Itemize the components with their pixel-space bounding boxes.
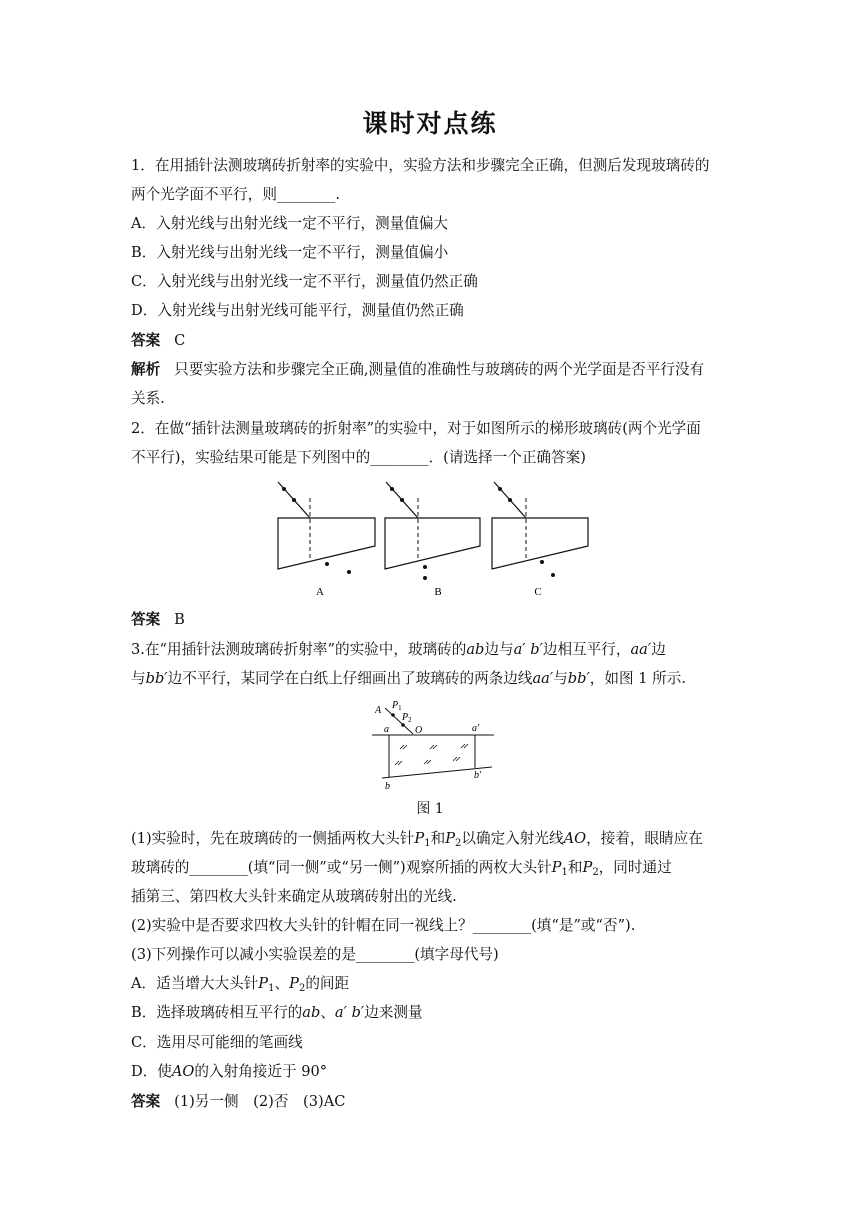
figure-caption: 图 1 [416, 801, 444, 817]
ray-ao: AO [171, 1063, 195, 1080]
pin-p1: P [258, 975, 269, 992]
subscript: 2 [455, 838, 462, 849]
pin-p2: P [445, 830, 456, 847]
q2-stem-line2: 不平行)，实验结果可能是下列图中的________．(请选择一个正确答案) [131, 449, 586, 466]
q3-option-c: C．选用尽可能细的笔画线 [131, 1034, 303, 1051]
text: 边 [651, 641, 666, 658]
text: 、 [320, 1004, 335, 1021]
answer-value: C [174, 332, 186, 349]
text: 以确定入射光线 [461, 830, 564, 847]
answer-label: 答案 [131, 1093, 161, 1110]
q3-sub1-line1 [131, 829, 703, 849]
q1-analysis-line2: 关系. [131, 390, 165, 407]
label-a-prime: a′ [472, 723, 480, 734]
label-b-prime: b′ [474, 770, 482, 781]
figure-a [278, 482, 375, 598]
q1-option-a: A．入射光线与出射光线一定不平行，测量值偏大 [131, 215, 449, 232]
text: 的间距 [305, 975, 350, 992]
label-b: b [385, 781, 390, 792]
text: 边不平行，某同学在白纸上仔细画出了玻璃砖的两条边线 [167, 670, 533, 687]
subscript: 1 [268, 983, 275, 994]
q2-stem-line1: 2．在做“插针法测量玻璃砖的折射率”的实验中，对于如图所示的梯形玻璃砖(两个光学面 [131, 420, 701, 437]
answer-label: 答案 [131, 332, 161, 349]
text: 3.在“用插针法测玻璃砖折射率”的实验中，玻璃砖的 [131, 641, 467, 658]
figure-b [385, 482, 480, 598]
text: 、 [274, 975, 290, 992]
edge-bbp: bb′ [567, 670, 590, 687]
page-title: 课时对点练 [362, 109, 498, 138]
edge-bbp: bb′ [145, 670, 168, 687]
text: 与 [553, 670, 568, 687]
q1-option-d: D．入射光线与出射光线可能平行，测量值仍然正确 [131, 302, 464, 319]
q3-stem-line2 [131, 669, 686, 689]
pin-p2: P [289, 975, 299, 992]
q3-option-a [131, 974, 349, 994]
label-o: O [415, 725, 423, 736]
q3-sub2: (2)实验中是否要求四枚大头针的针帽在同一视线上？________(填“是”或“否”). [131, 917, 636, 934]
answer-label: 答案 [131, 611, 161, 628]
answer-value: (1)另一侧 (2)否 (3)AC [174, 1093, 346, 1110]
pin-p2: P [582, 859, 593, 876]
text: B．选择玻璃砖相互平行的 [131, 1004, 303, 1021]
answer-value: B [174, 611, 185, 628]
q3-option-b [131, 1003, 423, 1023]
label-a-point: A [375, 705, 382, 716]
text: 边来测量 [364, 1004, 423, 1021]
q3-option-d [131, 1062, 327, 1082]
text: 玻璃砖的________(填“同一侧”或“另一侧”)观察所插的两枚大头针 [131, 859, 552, 876]
pin-p1: P [551, 859, 562, 876]
q1-option-b: B．入射光线与出射光线一定不平行，测量值偏小 [131, 244, 449, 261]
label-p2: $P_2$ [402, 712, 412, 724]
text: D．使 [131, 1063, 172, 1080]
subscript: 1 [561, 867, 568, 878]
text: ，同时通过 [598, 859, 672, 876]
text: 与 [131, 670, 146, 687]
edge-aap: aa′ [532, 670, 554, 687]
q2-answer [131, 610, 185, 630]
edge-ab: ab [302, 1004, 321, 1021]
edge-apbp: a′ b′ [334, 1004, 365, 1021]
glass-hatching [395, 744, 468, 765]
q1-option-c: C．入射光线与出射光线一定不平行，测量值仍然正确 [131, 273, 478, 290]
q1-answer [131, 331, 185, 351]
analysis-text: 只要实验方法和步骤完全正确,测量值的准确性与玻璃砖的两个光学面是否平行没有 [174, 361, 705, 378]
edge-ab: ab [466, 641, 485, 658]
text: 和 [430, 830, 446, 847]
q3-sub3: (3)下列操作可以减小实验误差的是________(填字母代号) [131, 946, 499, 963]
text: 边相互平行， [542, 641, 631, 658]
q1-stem-line1: 1．在用插针法测玻璃砖折射率的实验中，实验方法和步骤完全正确，但测后发现玻璃砖的 [131, 157, 710, 174]
figure-a-label: A [316, 586, 324, 598]
q3-sub1-line3: 插第三、第四枚大头针来确定从玻璃砖射出的光线. [131, 888, 457, 905]
text: ，如图 1 所示. [589, 670, 686, 687]
figure-c-label: C [534, 586, 542, 598]
edge-apbp: a′ b′ [513, 641, 543, 658]
q1-stem-line2: 两个光学面不平行，则________. [131, 186, 340, 203]
text: 和 [567, 859, 583, 876]
q3-stem-line1 [131, 640, 666, 660]
text: ，接着，眼睛应在 [586, 830, 703, 847]
text: 的入射角接近于 90° [194, 1063, 328, 1080]
subscript: 2 [298, 983, 306, 994]
figure-b-label: B [434, 586, 442, 598]
ray-ao: AO [563, 830, 587, 847]
edge-aap: aa′ [630, 641, 652, 658]
figure-c [492, 482, 588, 598]
q3-sub1-line2 [131, 858, 672, 878]
text: A．适当增大大头针 [131, 975, 259, 992]
subscript: 1 [424, 838, 431, 849]
q3-answer [131, 1092, 345, 1112]
q1-analysis-line1 [131, 360, 704, 380]
text: (1)实验时，先在玻璃砖的一侧插两枚大头针 [131, 830, 415, 847]
subscript: 2 [592, 867, 599, 878]
analysis-label: 解析 [131, 361, 161, 378]
q2-trapezoid-figures [270, 478, 600, 603]
label-a: a [384, 724, 389, 735]
q3-figure-1 [368, 698, 498, 792]
text: 边与 [484, 641, 514, 658]
label-p1: $P_1$ [392, 700, 402, 712]
pin-p1: P [414, 830, 425, 847]
